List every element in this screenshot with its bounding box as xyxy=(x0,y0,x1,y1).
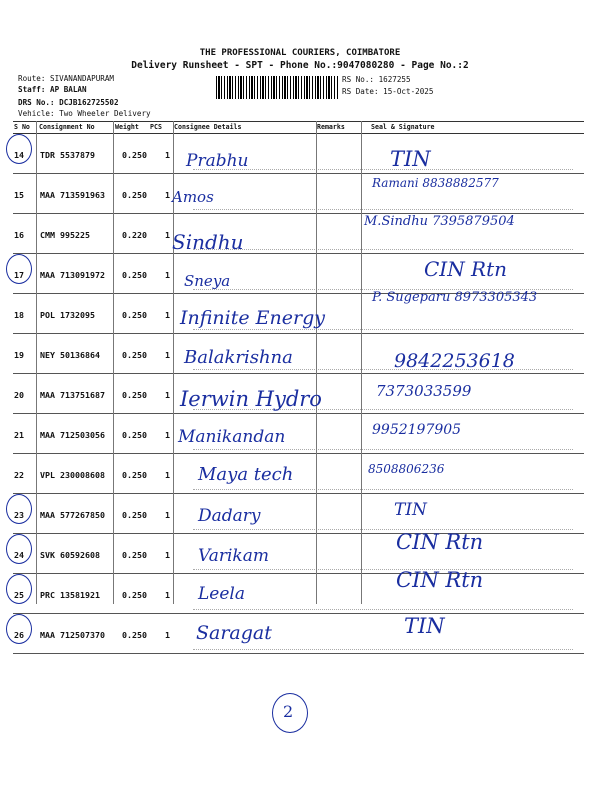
row-sno: 23 xyxy=(14,510,24,520)
handwritten-consignee-name: Maya tech xyxy=(198,464,294,485)
handwritten-consignee-name: Amos xyxy=(172,188,214,206)
serial-circle-mark xyxy=(6,494,32,524)
row-dotted-line xyxy=(193,369,573,372)
row-weight: 0.250 xyxy=(122,310,147,320)
drs-label: DRS No.: DCJB162725502 xyxy=(18,98,119,107)
handwritten-consignee-name: Prabhu xyxy=(186,151,249,171)
row-weight: 0.250 xyxy=(122,510,147,520)
column-divider xyxy=(113,121,114,604)
handwritten-signature: Ramani 8838882577 xyxy=(372,176,499,190)
row-pcs: 1 xyxy=(165,630,170,640)
row-pcs: 1 xyxy=(165,390,170,400)
row-dotted-line xyxy=(193,489,573,492)
rs-date: RS Date: 15-Oct-2025 xyxy=(342,87,434,96)
row-dotted-line xyxy=(193,649,573,652)
row-consignment-no: SVK 60592608 xyxy=(40,550,100,560)
row-consignment-no: MAA 713751687 xyxy=(40,390,105,400)
row-consignment-no: TDR 5537879 xyxy=(40,150,95,160)
serial-circle-mark xyxy=(6,574,32,604)
row-consignment-no: POL 1732095 xyxy=(40,310,95,320)
handwritten-signature: 7373033599 xyxy=(376,382,472,400)
row-sno: 26 xyxy=(14,630,24,640)
row-dotted-line xyxy=(193,529,573,532)
staff-label: Staff: AP BALAN xyxy=(18,85,87,94)
column-divider xyxy=(36,121,37,604)
handwritten-consignee-name: Varikam xyxy=(198,546,269,566)
page-number-circle xyxy=(272,693,308,733)
handwritten-consignee-name: Infinite Energy xyxy=(180,307,325,329)
handwritten-signature: P. Sugeparu 8973305343 xyxy=(372,290,538,305)
table-row xyxy=(13,534,584,574)
row-pcs: 1 xyxy=(165,150,170,160)
col-consignment: Consignment No xyxy=(39,123,95,131)
company-title: THE PROFESSIONAL COURIERS, COIMBATORE xyxy=(199,48,401,58)
table-row xyxy=(13,454,584,494)
handwritten-signature: TIN xyxy=(390,147,431,171)
handwritten-signature: 9952197905 xyxy=(372,422,462,438)
row-sno: 20 xyxy=(14,390,24,400)
row-dotted-line xyxy=(193,209,573,212)
handwritten-consignee-name: Manikandan xyxy=(178,427,286,447)
row-dotted-line xyxy=(193,609,573,612)
col-consignee: Consignee Details xyxy=(174,123,242,131)
handwritten-signature: 9842253618 xyxy=(394,350,515,372)
row-consignment-no: CMM 995225 xyxy=(40,230,90,240)
row-sno: 24 xyxy=(14,550,24,560)
row-consignment-no: MAA 713591963 xyxy=(40,190,105,200)
col-seal: Seal & Signature xyxy=(371,123,435,131)
col-pcs: PCS xyxy=(150,123,162,131)
serial-circle-mark xyxy=(6,534,32,564)
table-row xyxy=(13,494,584,534)
handwritten-signature: TIN xyxy=(394,500,427,520)
row-weight: 0.250 xyxy=(122,390,147,400)
row-consignment-no: PRC 13581921 xyxy=(40,590,100,600)
row-dotted-line xyxy=(193,569,573,572)
row-pcs: 1 xyxy=(165,190,170,200)
row-pcs: 1 xyxy=(165,350,170,360)
handwritten-consignee-name: Sindhu xyxy=(172,230,244,254)
barcode-image xyxy=(216,76,338,99)
row-consignment-no: VPL 230008608 xyxy=(40,470,105,480)
row-weight: 0.250 xyxy=(122,590,147,600)
table-row xyxy=(13,614,584,654)
row-weight: 0.250 xyxy=(122,350,147,360)
column-divider xyxy=(316,121,317,604)
row-sno: 15 xyxy=(14,190,24,200)
row-dotted-line xyxy=(193,449,573,452)
row-weight: 0.250 xyxy=(122,550,147,560)
row-sno: 19 xyxy=(14,350,24,360)
row-sno: 25 xyxy=(14,590,24,600)
row-weight: 0.250 xyxy=(122,630,147,640)
row-pcs: 1 xyxy=(165,310,170,320)
row-dotted-line xyxy=(193,329,573,332)
table-header xyxy=(13,121,584,134)
column-divider xyxy=(361,121,362,604)
handwritten-signature: CIN Rtn xyxy=(424,257,508,281)
serial-circle-mark xyxy=(6,134,32,164)
row-consignment-no: MAA 713091972 xyxy=(40,270,105,280)
row-pcs: 1 xyxy=(165,230,170,240)
handwritten-consignee-name: Ierwin Hydro xyxy=(180,387,322,411)
row-consignment-no: MAA 577267850 xyxy=(40,510,105,520)
row-weight: 0.250 xyxy=(122,270,147,280)
row-consignment-no: NEY 50136864 xyxy=(40,350,100,360)
serial-circle-mark xyxy=(6,254,32,284)
handwritten-signature: 8508806236 xyxy=(368,462,445,476)
runsheet-subtitle: Delivery Runsheet - SPT - Phone No.:9047080280 - Page No.:2 xyxy=(131,60,469,71)
handwritten-signature: TIN xyxy=(404,614,445,638)
rs-number: RS No.: 1627255 xyxy=(342,75,411,84)
handwritten-signature: CIN Rtn xyxy=(396,530,484,554)
row-pcs: 1 xyxy=(165,550,170,560)
handwritten-consignee-name: Leela xyxy=(198,584,245,604)
vehicle-label: Vehicle: Two Wheeler Delivery xyxy=(18,109,151,118)
row-consignment-no: MAA 712503056 xyxy=(40,430,105,440)
table-row xyxy=(13,574,584,614)
handwritten-consignee-name: Sneya xyxy=(184,272,231,290)
row-weight: 0.250 xyxy=(122,190,147,200)
row-weight: 0.250 xyxy=(122,470,147,480)
row-weight: 0.220 xyxy=(122,230,147,240)
row-sno: 17 xyxy=(14,270,24,280)
row-pcs: 1 xyxy=(165,590,170,600)
route-label: Route: SIVANANDAPURAM xyxy=(18,74,115,83)
handwritten-consignee-name: Saragat xyxy=(196,622,272,644)
row-sno: 21 xyxy=(14,430,24,440)
col-remarks: Remarks xyxy=(317,123,345,131)
row-sno: 22 xyxy=(14,470,24,480)
row-sno: 14 xyxy=(14,150,24,160)
serial-circle-mark xyxy=(6,614,32,644)
row-pcs: 1 xyxy=(165,510,170,520)
row-pcs: 1 xyxy=(165,270,170,280)
table-row xyxy=(13,134,584,174)
handwritten-signature: CIN Rtn xyxy=(396,568,484,592)
table-row xyxy=(13,414,584,454)
handwritten-consignee-name: Dadary xyxy=(198,506,261,526)
handwritten-signature: M.Sindhu 7395879504 xyxy=(364,214,515,229)
col-sno: S No xyxy=(14,123,30,131)
row-dotted-line xyxy=(193,169,573,172)
row-weight: 0.250 xyxy=(122,150,147,160)
page-number-handwritten: 2 xyxy=(283,702,294,721)
row-sno: 18 xyxy=(14,310,24,320)
row-consignment-no: MAA 712507370 xyxy=(40,630,105,640)
row-dotted-line xyxy=(193,249,573,252)
row-weight: 0.250 xyxy=(122,430,147,440)
row-sno: 16 xyxy=(14,230,24,240)
row-pcs: 1 xyxy=(165,430,170,440)
col-weight: Weight xyxy=(115,123,139,131)
handwritten-consignee-name: Balakrishna xyxy=(184,347,293,368)
row-pcs: 1 xyxy=(165,470,170,480)
